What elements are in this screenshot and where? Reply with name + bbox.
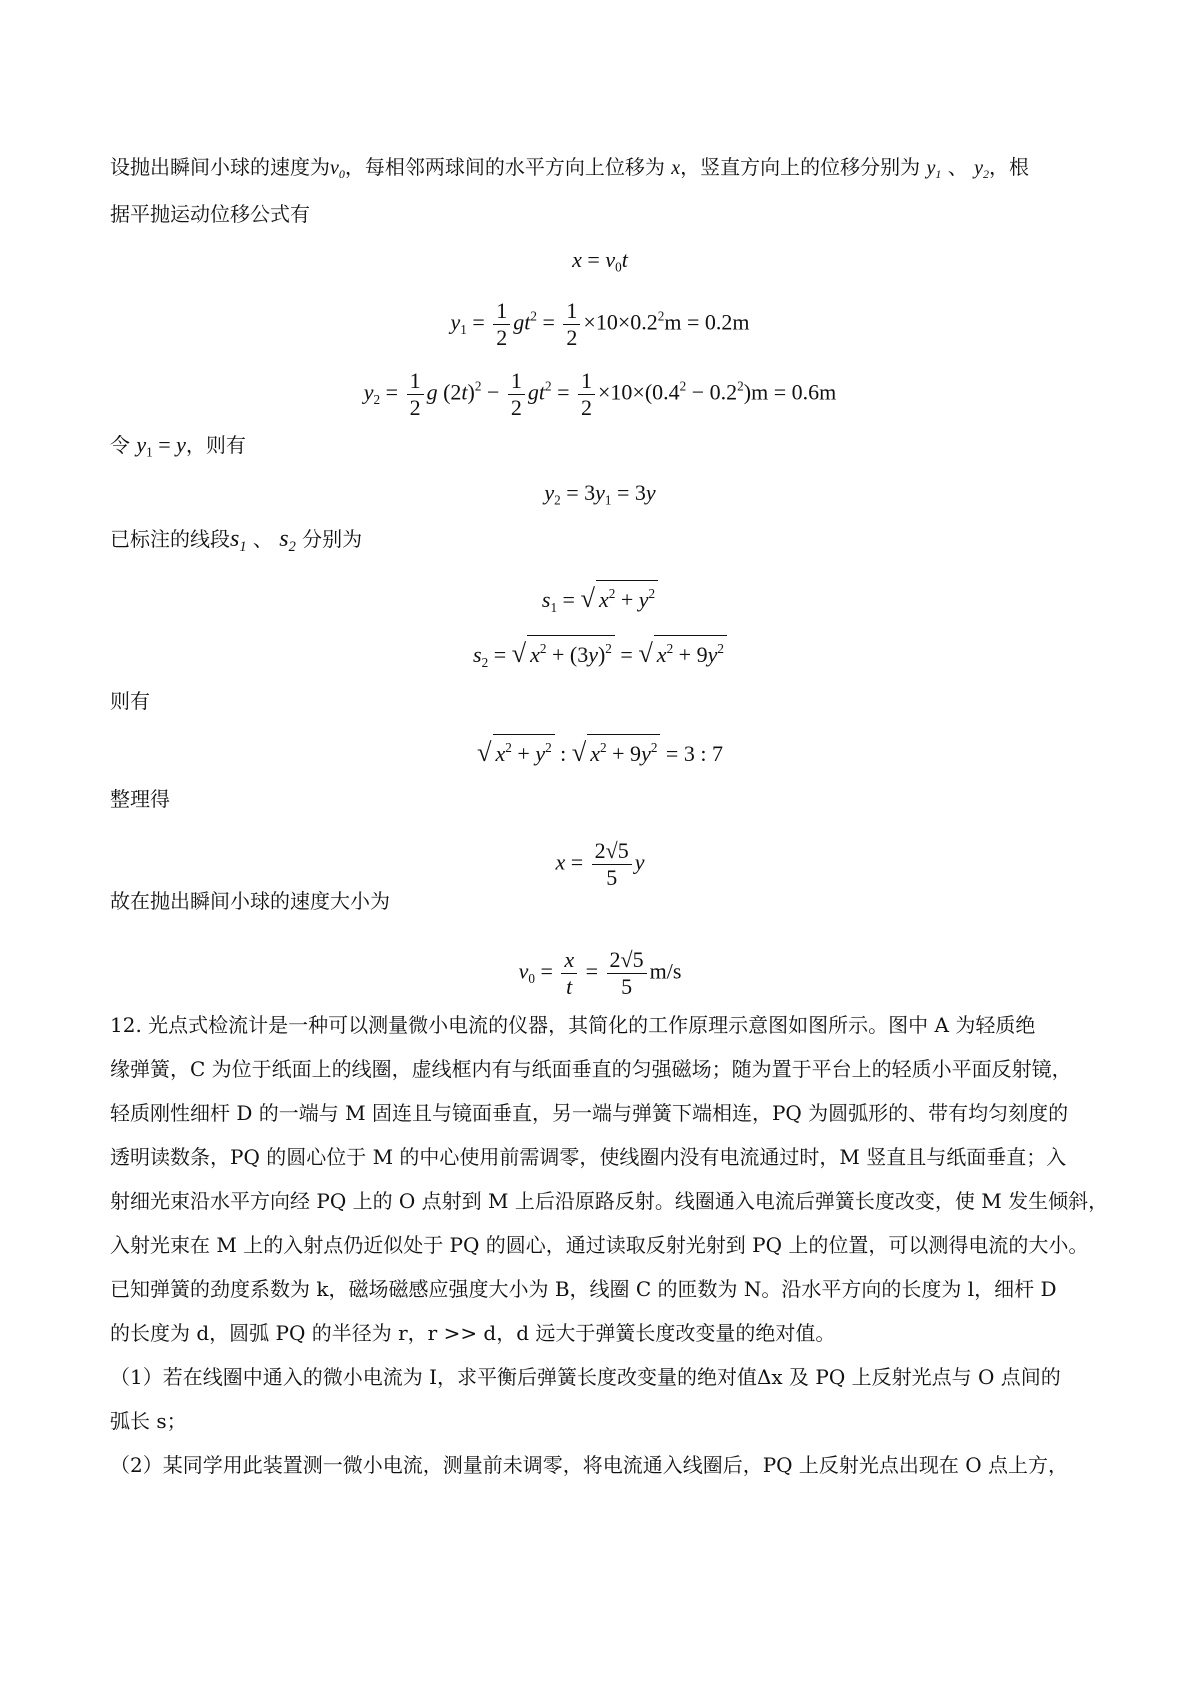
intro-text-a: 设抛出瞬间小球的速度为 (110, 155, 330, 179)
question-2-line-1: （2）某同学用此装置测一微小电流，测量前未调零，将电流通入线圈后，PQ 上反射光点出现在 O 点上方， (110, 1453, 1069, 1477)
y1-symbol: $y_1$ (926, 157, 942, 182)
problem12-line-3: 轻质刚性细杆 D 的一端与 M 固连且与镜面垂直，另一端与弹簧下端相连，PQ 为圆弧形的、带有均匀刻度的 (110, 1101, 1069, 1125)
segments-text-c: 分别为 (302, 527, 363, 551)
ratio-result: = 3 : 7 (665, 741, 723, 767)
problem12-line-6: 入射光束在 M 上的入射点仍近似处于 PQ 的圆心，通过读取反射光射到 PQ 上的位置，可以测得电流的大小。 (110, 1233, 1089, 1257)
simplify-line: 整理得 (110, 787, 170, 811)
let-line: 令 $y_1 = y$，则有 (110, 432, 246, 460)
equation-s2: $s_2$ = √ $x^2 + (3y)^2$ = √ $x^2 + 9y^2$ (0, 635, 1200, 678)
segments-line: 已标注的线段$s_1$ 、 $s_2$ 分别为 (110, 526, 363, 556)
problem12-line-4: 透明读数条，PQ 的圆心位于 M 的中心使用前需调零，使线圈内没有电流通过时，M 竖直且与纸面垂直；入 (110, 1145, 1067, 1169)
equation-y1: $y_1$ = $\frac{1}{2}$ $gt^2$ = $\frac{1}{2}$ $\times 10\times 0.2^2m = 0.2m$ (450, 298, 750, 350)
speed-unit: m/s (649, 958, 682, 984)
x-symbol: x (671, 157, 681, 179)
problem12-line-8: 的长度为 d，圆弧 PQ 的半径为 r，r >> d，d 远大于弹簧长度改变量的绝对值。 (110, 1321, 836, 1345)
intro-text-c: ，竖直方向上的位移分别为 (680, 155, 921, 179)
equation-y2-result: m = 0.6m (751, 379, 837, 405)
v0-symbol: $v_0$ (330, 157, 345, 182)
equation-y2-3y: $y_2 = 3y_1 = 3y$ (544, 480, 656, 508)
problem12-line-5: 射细光束沿水平方向经 PQ 上的 O 点射到 M 上后沿原路反射。线圈通入电流后弹簧长度改变，使 M 发生倾斜， (110, 1189, 1109, 1213)
equation-y1-result: m = 0.2m (664, 309, 750, 335)
equation-y2: $y_2$ = $\frac{1}{2}$ g $(2t)^2$ − $\frac{1}{2}$ $gt^2$ = $\frac{1}{2}$ $\times 10\times(0.4^2 - 0.2^2)m = 0.6m$ (363, 368, 837, 420)
equation-x-result: x = $\frac{2√5}{5}$ y (555, 838, 645, 890)
segments-text-b: 、 (252, 527, 273, 551)
y2-symbol: $y_2$ (974, 157, 989, 182)
speed-line: 故在抛出瞬间小球的速度大小为 (110, 889, 390, 913)
intro-text-e: ，根 (989, 155, 1029, 179)
problem12-line-7: 已知弹簧的劲度系数为 k，磁场磁感应强度大小为 B，线圈 C 的匝数为 N。沿水平方向的长度为 l，细杆 D (110, 1277, 1057, 1301)
equation-x: $x = v_0t$ (572, 247, 628, 275)
problem12-line-2: 缘弹簧，C 为位于纸面上的线圈，虚线框内有与纸面垂直的匀强磁场；随为置于平台上的轻质小平面反射镜， (110, 1057, 1072, 1081)
intro-text-d: 、 (947, 155, 968, 179)
equation-v0: $v_0$ = $\frac{x}{t}$ = $\frac{2√5}{5}$ m/s (518, 947, 682, 999)
intro-text-b: ，每相邻两球间的水平方向上位移为 (344, 155, 672, 179)
problem12-line-1: 12. 光点式检流计是一种可以测量微小电流的仪器，其简化的工作原理示意图如图所示。图中 A 为轻质绝 (110, 1013, 1036, 1037)
question-1-line-1: （1）若在线圈中通入的微小电流为 I，求平衡后弹簧长度改变量的绝对值Δx 及 PQ 上反射光点与 O 点间的 (110, 1365, 1061, 1389)
segments-text-a: 已标注的线段 (110, 527, 230, 551)
intro-line-1 (110, 152, 1100, 189)
let-text-a: 令 (110, 433, 137, 457)
equation-ratio: √ $x^2 + y^2$ : √ $x^2 + 9y^2 = 3$ : 7 (0, 734, 1200, 769)
then-line: 则有 (110, 689, 150, 713)
question-1-line-2: 弧长 s； (110, 1409, 187, 1433)
equation-s1: $s_1$ = √ $x^2 + y^2$ (0, 580, 1200, 623)
let-text-b: ，则有 (185, 433, 246, 457)
intro-line-2: 据平抛运动位移公式有 (110, 202, 310, 226)
